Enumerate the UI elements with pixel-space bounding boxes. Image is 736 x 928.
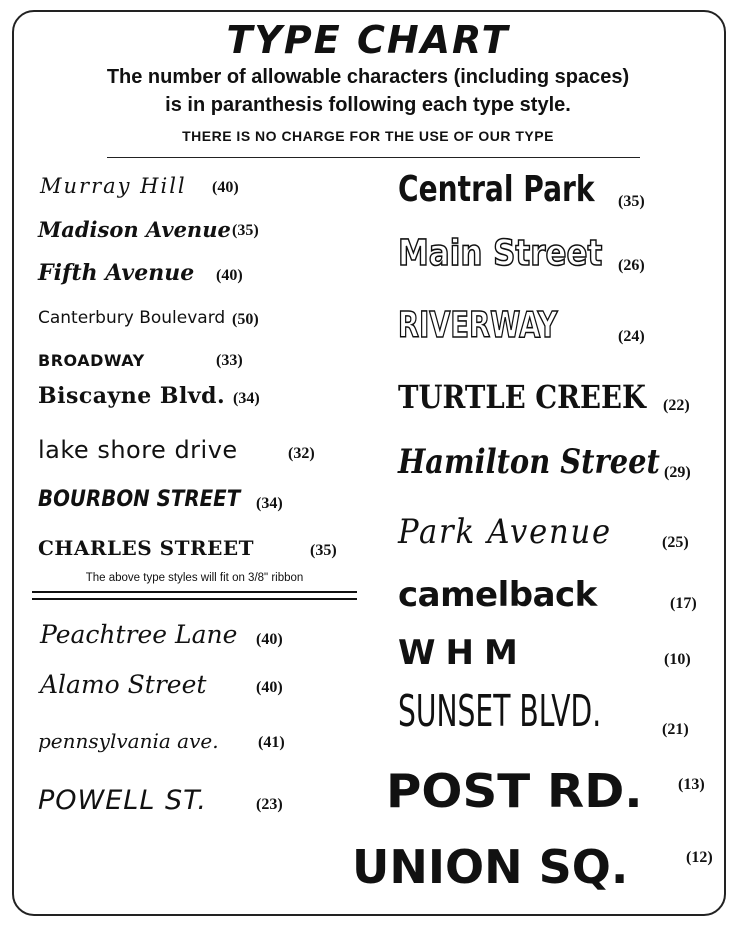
- char-count-charles-street: (35): [310, 542, 337, 559]
- char-count-fifth-avenue: (40): [216, 267, 243, 284]
- char-count-murray-hill: (40): [212, 179, 239, 196]
- char-count-camelback: (17): [670, 595, 697, 612]
- char-count-madison-avenue: (35): [232, 222, 259, 239]
- type-sample-post-rd: POST RD.: [386, 764, 643, 818]
- type-sample-pennsylvania-ave: pennsylvania ave.: [38, 729, 219, 753]
- char-count-riverway: (24): [618, 328, 645, 345]
- type-sample-bourbon-street: BOURBON STREET: [38, 487, 241, 512]
- type-sample-sunset-blvd: SUNSET BLVD.: [398, 686, 602, 737]
- type-sample-madison-avenue: Madison Avenue: [38, 217, 231, 242]
- char-count-bourbon-street: (34): [256, 495, 283, 512]
- type-sample-biscayne-blvd: Biscayne Blvd.: [38, 383, 226, 409]
- type-sample-fifth-avenue: Fifth Avenue: [38, 260, 195, 286]
- type-sample-central-park: Central Park: [398, 169, 595, 210]
- type-sample-powell-st: POWELL ST.: [38, 785, 207, 816]
- ribbon-note: The above type styles will fit on 3/8" ribbon: [85, 572, 304, 584]
- type-sample-murray-hill: Murray Hill: [40, 174, 187, 198]
- char-count-alamo-street: (40): [256, 679, 283, 696]
- type-sample-charles-street: CHARLES STREET: [38, 536, 254, 560]
- type-sample-broadway: BROADWAY: [38, 351, 145, 370]
- type-sample-lake-shore-drive: lake shore drive: [38, 436, 238, 464]
- ribbon-divider-lower: [32, 598, 357, 600]
- type-sample-riverway: RIVERWAY: [398, 305, 558, 346]
- char-count-lake-shore-drive: (32): [288, 445, 315, 462]
- char-count-sunset-blvd: (21): [662, 721, 689, 738]
- char-count-whm: (10): [664, 651, 691, 668]
- char-count-post-rd: (13): [678, 776, 705, 793]
- type-sample-camelback: camelback: [398, 575, 597, 615]
- char-count-union-sq: (12): [686, 849, 713, 866]
- header-divider: [107, 157, 640, 158]
- type-sample-union-sq: UNION SQ.: [352, 840, 629, 894]
- page-title: TYPE CHART: [226, 18, 510, 62]
- type-sample-peachtree-lane: Peachtree Lane: [40, 620, 238, 649]
- ribbon-divider-upper: [32, 591, 357, 593]
- no-charge-note: THERE IS NO CHARGE FOR THE USE OF OUR TYPE: [182, 128, 554, 144]
- char-count-park-avenue: (25): [662, 534, 689, 551]
- char-count-peachtree-lane: (40): [256, 631, 283, 648]
- type-sample-park-avenue: Park Avenue: [398, 512, 612, 552]
- type-sample-main-street: Main Street: [398, 233, 603, 274]
- char-count-turtle-creek: (22): [663, 397, 690, 414]
- type-sample-turtle-creek: TURTLE CREEK: [398, 378, 646, 416]
- intro-line-2: is in paranthesis following each type style.: [165, 94, 571, 116]
- char-count-central-park: (35): [618, 193, 645, 210]
- char-count-canterbury-boulevard: (50): [232, 311, 259, 328]
- type-sample-canterbury-boulevard: Canterbury Boulevard: [38, 308, 226, 328]
- type-sample-whm: WHM: [398, 633, 528, 673]
- intro-line-1: The number of allowable characters (including spaces): [106, 66, 630, 88]
- char-count-main-street: (26): [618, 257, 645, 274]
- char-count-powell-st: (23): [256, 796, 283, 813]
- type-sample-hamilton-street: Hamilton Street: [398, 442, 660, 482]
- char-count-pennsylvania-ave: (41): [258, 734, 285, 751]
- type-sample-alamo-street: Alamo Street: [40, 670, 207, 699]
- char-count-hamilton-street: (29): [664, 464, 691, 481]
- char-count-biscayne-blvd: (34): [233, 390, 260, 407]
- char-count-broadway: (33): [216, 352, 243, 369]
